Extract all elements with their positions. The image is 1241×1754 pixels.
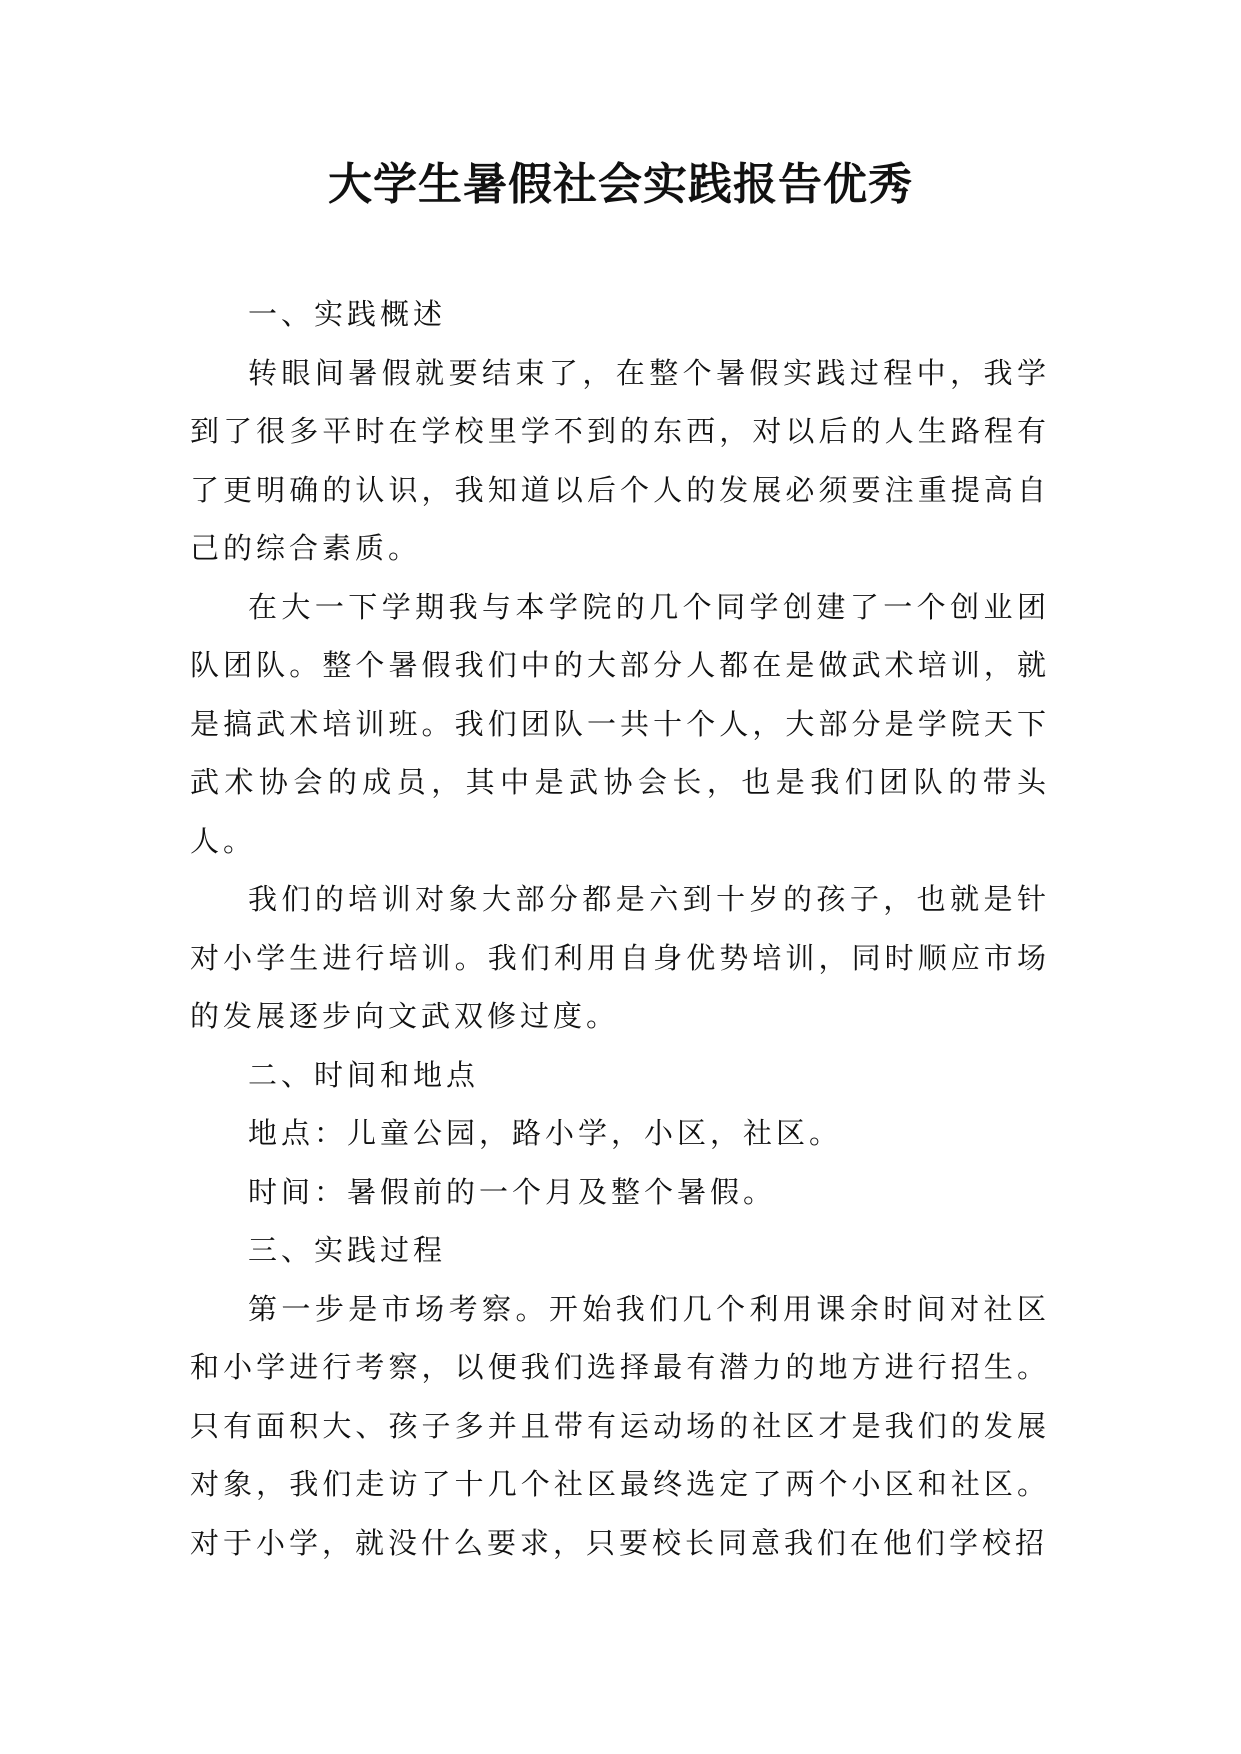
paragraph-location: 地点：儿童公园，路小学，小区，社区。 [248, 1116, 843, 1150]
paragraph: 转眼间暑假就要结束了，在整个暑假实践过程中，我学到了很多平时在学校里学不到的东西，对以后的人生路程有了更明确的认识，我知道以后个人的发展必须要注重提高自己的综合素质。 [190, 355, 1050, 565]
paragraph: 第一步是市场考察。开始我们几个利用课余时间对社区和小学进行考察，以便我们选择最有潜力的地方进行招生。只有面积大、孩子多并且带有运动场的社区才是我们的发展对象，我们走访了十几个社区最终选定了两个小区和社区。对于小学，就没什么要求，只要校长同意我们在他们学校招 [190, 1291, 1050, 1560]
document-body [190, 285, 1050, 1572]
section-heading-process: 三、实践过程 [248, 1233, 447, 1267]
paragraph: 在大一下学期我与本学院的几个同学创建了一个创业团队团队。整个暑假我们中的大部分人都在是做武术培训，就是搞武术培训班。我们团队一共十个人，大部分是学院天下武术协会的成员，其中是武协会长，也是我们团队的带头人。 [190, 589, 1050, 858]
section-heading-overview: 一、实践概述 [248, 297, 447, 331]
paragraph: 我们的培训对象大部分都是六到十岁的孩子，也就是针对小学生进行培训。我们利用自身优势培训，同时顺应市场的发展逐步向文武双修过度。 [190, 882, 1050, 1033]
section-heading-time-place: 二、时间和地点 [248, 1057, 480, 1092]
document-title: 大学生暑假社会实践报告优秀 [328, 159, 913, 210]
paragraph-time: 时间：暑假前的一个月及整个暑假。 [248, 1174, 777, 1209]
